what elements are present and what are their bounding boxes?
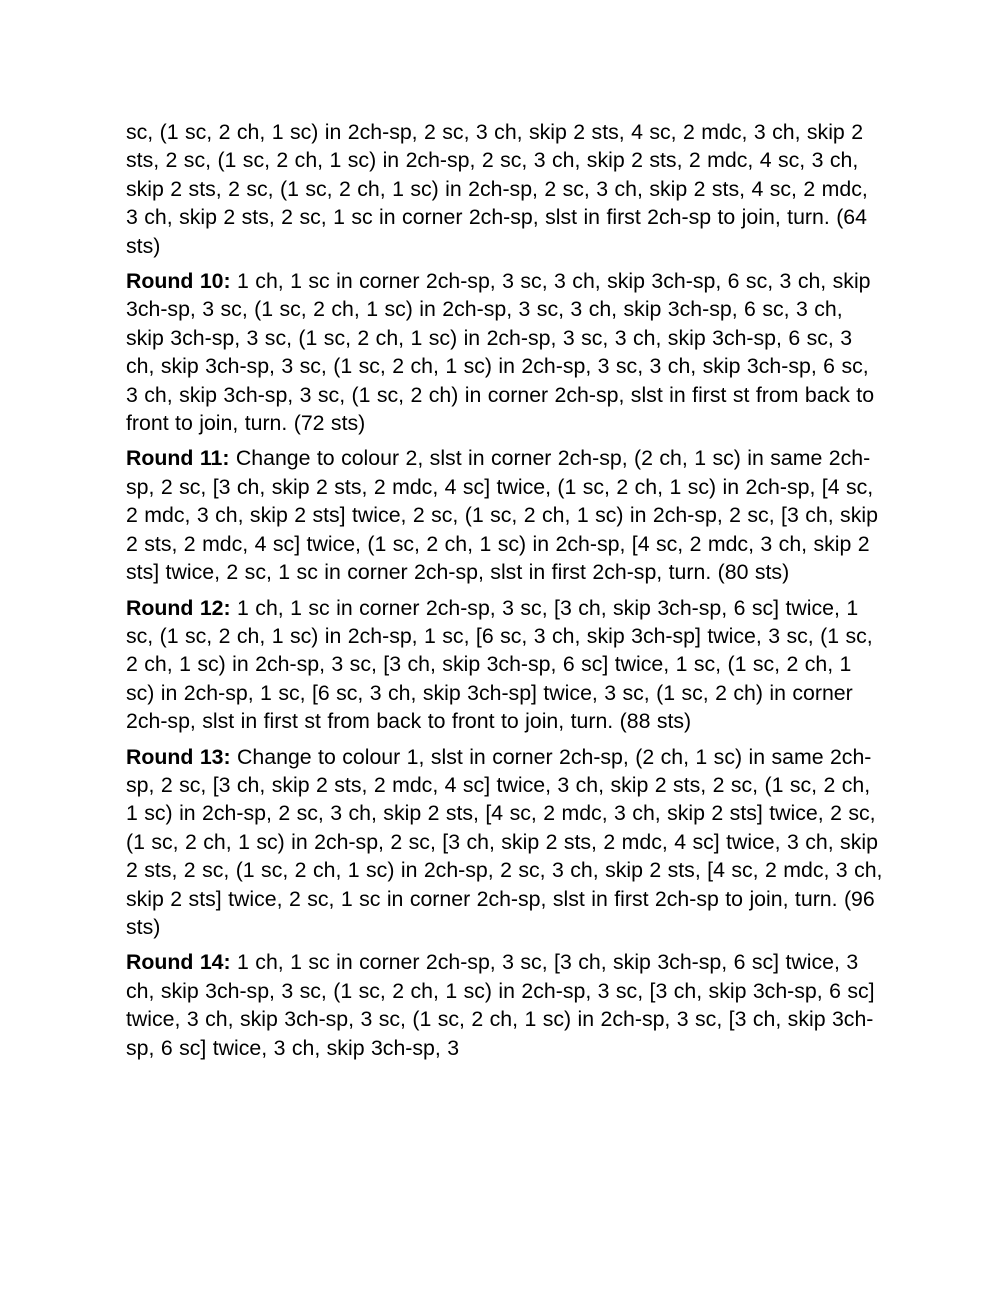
round-14-paragraph [126, 948, 886, 1062]
round-10-label: Round 10: [126, 269, 231, 294]
round-10-text: 1 ch, 1 sc in corner 2ch-sp, 3 sc, 3 ch, skip 3ch-sp, 6 sc, 3 ch, skip 3ch-sp, 3 sc, (1 sc, 2 ch, 1 sc) in 2ch-sp, 3 sc, 3 ch, skip 3ch-sp, 6 sc, 3 ch, skip 3ch-sp, 3 sc, (1 sc, 2 ch, 1 sc) in 2ch-sp, 3 sc, 3 ch, skip 3ch-sp, 6 sc, 3 ch, skip 3ch-sp, 3 sc, (1 sc, 2 ch, 1 sc) in 2ch-sp, 3 sc, 3 ch, skip 3ch-sp, 6 sc, 3 ch, skip 3ch-sp, 3 sc, (1 sc, 2 ch) in corner 2ch-sp, slst in first st from back to front to join, turn. (72 sts) [126, 269, 875, 436]
round-10-paragraph [126, 267, 886, 437]
round-13-text: Change to colour 1, slst in corner 2ch-sp, (2 ch, 1 sc) in same 2ch-sp, 2 sc, [3 ch, skip 2 sts, 2 mdc, 4 sc] twice, 3 ch, skip 2 sts, 2 sc, (1 sc, 2 ch, 1 sc) in 2ch-sp, 2 sc, 3 ch, skip 2 sts, [4 sc, 2 mdc, 3 ch, skip 2 sts] twice, 2 sc, (1 sc, 2 ch, 1 sc) in 2ch-sp, 2 sc, [3 ch, skip 2 sts, 2 mdc, 4 sc] twice, 3 ch, skip 2 sts, 2 sc, (1 sc, 2 ch, 1 sc) in 2ch-sp, 2 sc, 3 ch, skip 2 sts, [4 sc, 2 mdc, 3 ch, skip 2 sts] twice, 2 sc, 1 sc in corner 2ch-sp, slst in first 2ch-sp to join, turn. (96 sts) [126, 744, 883, 939]
round-14-text: 1 ch, 1 sc in corner 2ch-sp, 3 sc, [3 ch, skip 3ch-sp, 6 sc] twice, 3 ch, skip 3ch-sp, 3 sc, (1 sc, 2 ch, 1 sc) in 2ch-sp, 3 sc, [3 ch, skip 3ch-sp, 6 sc] twice, 3 ch, skip 3ch-sp, 3 sc, (1 sc, 2 ch, 1 sc) in 2ch-sp, 3 sc, [3 ch, skip 3ch-sp, 6 sc] twice, 3 ch, skip 3ch-sp, 3 [126, 950, 875, 1060]
round-13-label: Round 13: [126, 744, 231, 769]
round-12-paragraph [126, 594, 886, 736]
round-12-text: 1 ch, 1 sc in corner 2ch-sp, 3 sc, [3 ch, skip 3ch-sp, 6 sc] twice, 1 sc, (1 sc, 2 ch, 1 sc) in 2ch-sp, 1 sc, [6 sc, 3 ch, skip 3ch-sp] twice, 3 sc, (1 sc, 2 ch, 1 sc) in 2ch-sp, 3 sc, [3 ch, skip 3ch-sp, 6 sc] twice, 1 sc, (1 sc, 2 ch, 1 sc) in 2ch-sp, 1 sc, [6 sc, 3 ch, skip 3ch-sp] twice, 3 sc, (1 sc, 2 ch) in corner 2ch-sp, slst in first st from back to front to join, turn. (88 sts) [126, 595, 873, 734]
document-page [126, 118, 886, 1069]
continuation-paragraph: sc, (1 sc, 2 ch, 1 sc) in 2ch-sp, 2 sc, 3 ch, skip 2 sts, 4 sc, 2 mdc, 3 ch, skip 2 sts, 2 sc, (1 sc, 2 ch, 1 sc) in 2ch-sp, 2 sc, 3 ch, skip 2 sts, 2 mdc, 4 sc, 3 ch, skip 2 sts, 2 sc, (1 sc, 2 ch, 1 sc) in 2ch-sp, 2 sc, 3 ch, skip 2 sts, 4 sc, 2 mdc, 3 ch, skip 2 sts, 2 sc, 1 sc in corner 2ch-sp, slst in first 2ch-sp to join, turn. (64 sts) [126, 120, 868, 258]
round-11-paragraph [126, 444, 886, 586]
round-13-paragraph [126, 743, 886, 942]
round-11-text: Change to colour 2, slst in corner 2ch-sp, (2 ch, 1 sc) in same 2ch-sp, 2 sc, [3 ch, skip 2 sts, 2 mdc, 4 sc] twice, (1 sc, 2 ch, 1 sc) in 2ch-sp, [4 sc, 2 mdc, 3 ch, skip 2 sts] twice, 2 sc, (1 sc, 2 ch, 1 sc) in 2ch-sp, 2 sc, [3 ch, skip 2 sts, 2 mdc, 4 sc] twice, (1 sc, 2 ch, 1 sc) in 2ch-sp, [4 sc, 2 mdc, 3 ch, skip 2 sts] twice, 2 sc, 1 sc in corner 2ch-sp, slst in first 2ch-sp, turn. (80 sts) [126, 446, 878, 585]
round-12-label: Round 12: [126, 595, 231, 620]
round-11-label: Round 11: [126, 446, 230, 471]
round-14-label: Round 14: [126, 950, 231, 975]
